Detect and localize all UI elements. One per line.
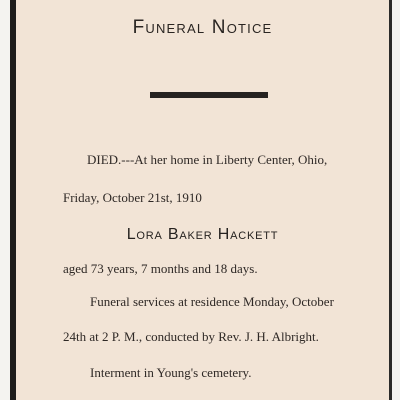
services-line-2: 24th at 2 P. M., conducted by Rev. J. H. Albright. <box>63 329 319 344</box>
decorative-rule <box>150 92 268 98</box>
card-right-edge <box>389 0 392 400</box>
age-line: aged 73 years, 7 months and 18 days. <box>63 261 258 276</box>
notice-title: Funeral Notice <box>132 17 273 38</box>
deceased-name: Lora Baker Hackett <box>126 226 279 243</box>
died-line: DIED.---At her home in Liberty Center, Ohio, <box>87 152 328 167</box>
funeral-notice-card <box>16 0 389 400</box>
date-line: Friday, October 21st, 1910 <box>63 190 202 205</box>
interment-line: Interment in Young's cemetery. <box>90 365 252 380</box>
services-line-1: Funeral services at residence Monday, October <box>90 294 334 309</box>
